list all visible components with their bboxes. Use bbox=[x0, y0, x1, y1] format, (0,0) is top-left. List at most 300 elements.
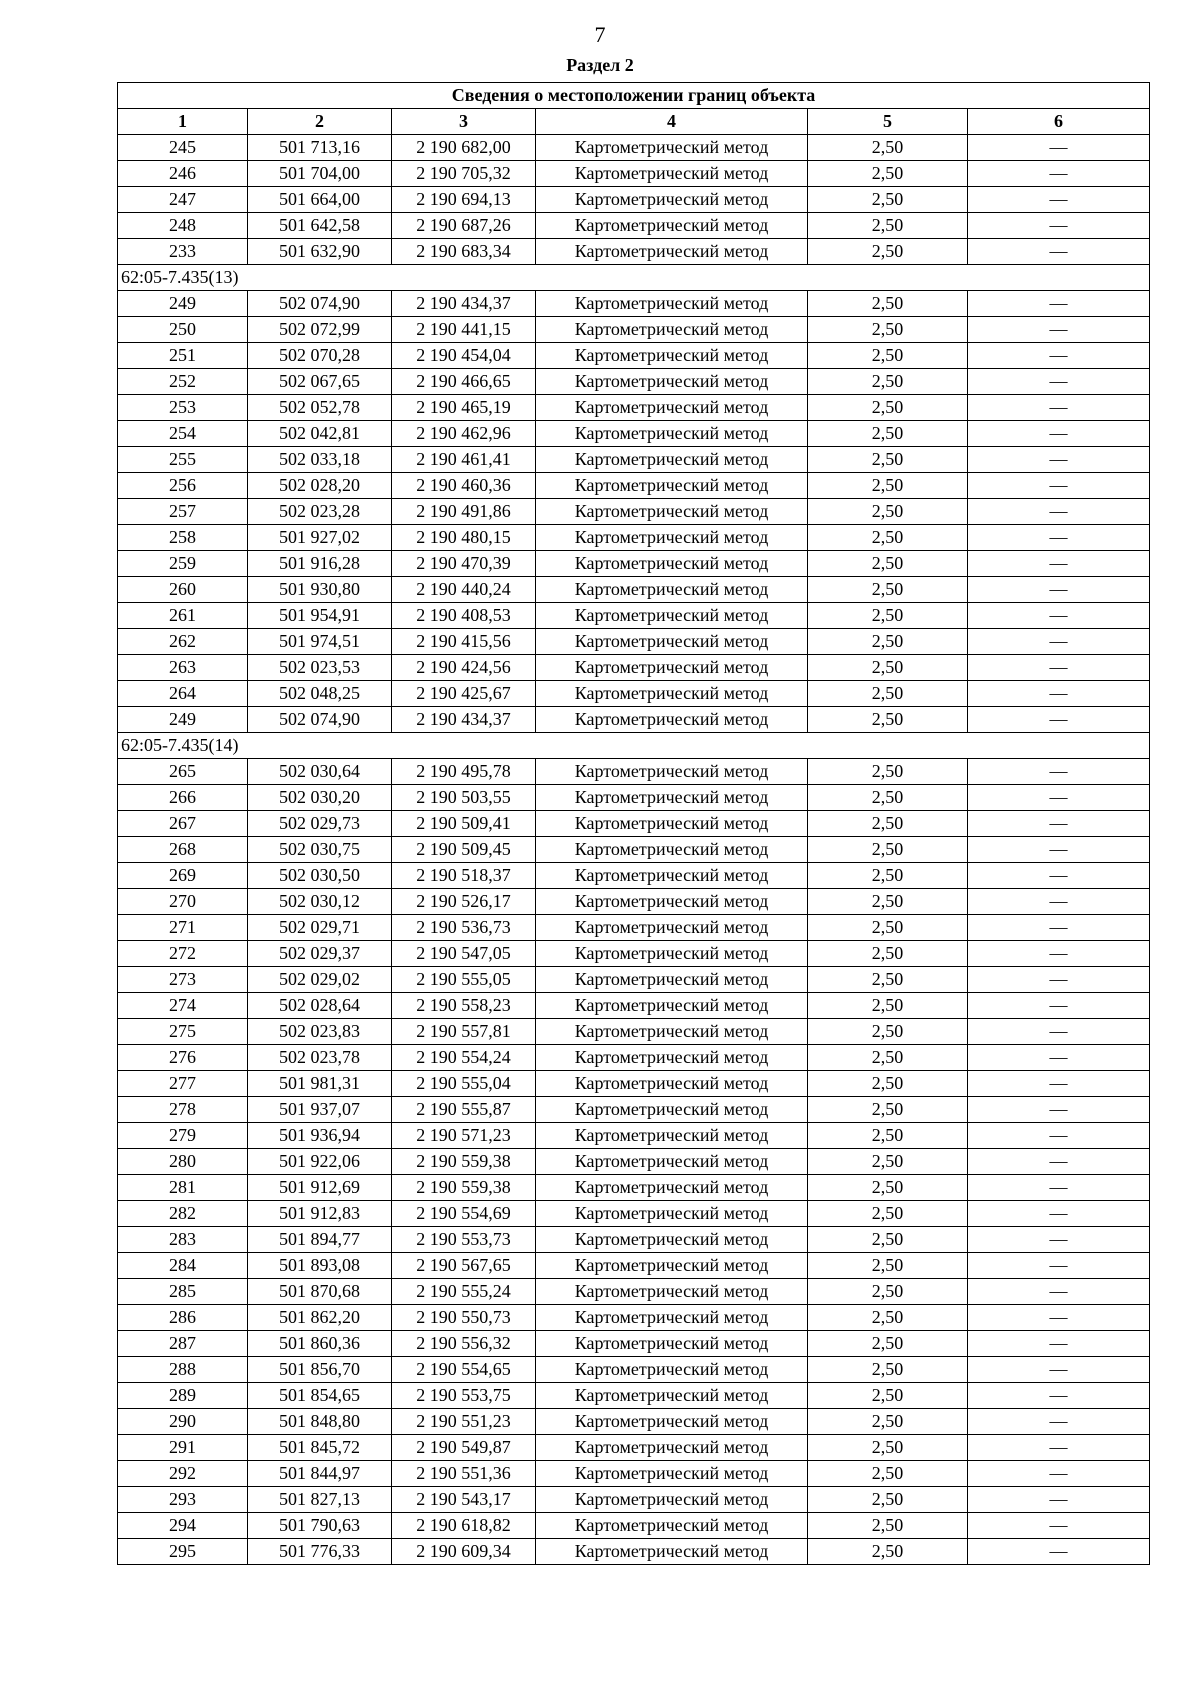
accuracy-cell: 2,50 bbox=[808, 967, 968, 993]
accuracy-cell: 2,50 bbox=[808, 1279, 968, 1305]
description-cell: — bbox=[968, 187, 1150, 213]
point-number-cell: 266 bbox=[118, 785, 248, 811]
point-number-cell: 259 bbox=[118, 551, 248, 577]
x-coordinate-cell: 502 023,83 bbox=[248, 1019, 392, 1045]
table-row bbox=[118, 1019, 1150, 1045]
method-cell: Картометрический метод bbox=[536, 1071, 808, 1097]
accuracy-cell: 2,50 bbox=[808, 863, 968, 889]
table-row bbox=[118, 889, 1150, 915]
method-cell: Картометрический метод bbox=[536, 473, 808, 499]
method-cell: Картометрический метод bbox=[536, 447, 808, 473]
description-cell: — bbox=[968, 1487, 1150, 1513]
x-coordinate-cell: 501 916,28 bbox=[248, 551, 392, 577]
y-coordinate-cell: 2 190 559,38 bbox=[392, 1175, 536, 1201]
method-cell: Картометрический метод bbox=[536, 239, 808, 265]
description-cell: — bbox=[968, 1253, 1150, 1279]
x-coordinate-cell: 502 028,64 bbox=[248, 993, 392, 1019]
point-number-cell: 274 bbox=[118, 993, 248, 1019]
description-cell: — bbox=[968, 291, 1150, 317]
table-row bbox=[118, 577, 1150, 603]
x-coordinate-cell: 502 042,81 bbox=[248, 421, 392, 447]
method-cell: Картометрический метод bbox=[536, 1045, 808, 1071]
description-cell: — bbox=[968, 551, 1150, 577]
x-coordinate-cell: 502 070,28 bbox=[248, 343, 392, 369]
accuracy-cell: 2,50 bbox=[808, 135, 968, 161]
table-row bbox=[118, 213, 1150, 239]
method-cell: Картометрический метод bbox=[536, 1409, 808, 1435]
table-row bbox=[118, 395, 1150, 421]
y-coordinate-cell: 2 190 549,87 bbox=[392, 1435, 536, 1461]
table-row bbox=[118, 1539, 1150, 1565]
y-coordinate-cell: 2 190 509,41 bbox=[392, 811, 536, 837]
accuracy-cell: 2,50 bbox=[808, 395, 968, 421]
accuracy-cell: 2,50 bbox=[808, 707, 968, 733]
description-cell: — bbox=[968, 1461, 1150, 1487]
point-number-cell: 253 bbox=[118, 395, 248, 421]
point-number-cell: 292 bbox=[118, 1461, 248, 1487]
accuracy-cell: 2,50 bbox=[808, 837, 968, 863]
accuracy-cell: 2,50 bbox=[808, 1409, 968, 1435]
method-cell: Картометрический метод bbox=[536, 317, 808, 343]
y-coordinate-cell: 2 190 555,87 bbox=[392, 1097, 536, 1123]
x-coordinate-cell: 501 936,94 bbox=[248, 1123, 392, 1149]
table-row bbox=[118, 1045, 1150, 1071]
method-cell: Картометрический метод bbox=[536, 1331, 808, 1357]
x-coordinate-cell: 501 632,90 bbox=[248, 239, 392, 265]
description-cell: — bbox=[968, 889, 1150, 915]
point-number-cell: 245 bbox=[118, 135, 248, 161]
y-coordinate-cell: 2 190 503,55 bbox=[392, 785, 536, 811]
table-row bbox=[118, 837, 1150, 863]
y-coordinate-cell: 2 190 434,37 bbox=[392, 707, 536, 733]
table-row bbox=[118, 421, 1150, 447]
table-row bbox=[118, 473, 1150, 499]
table-row bbox=[118, 1253, 1150, 1279]
description-cell: — bbox=[968, 681, 1150, 707]
table-row bbox=[118, 1305, 1150, 1331]
x-coordinate-cell: 501 845,72 bbox=[248, 1435, 392, 1461]
description-cell: — bbox=[968, 1149, 1150, 1175]
column-number: 6 bbox=[968, 109, 1150, 135]
y-coordinate-cell: 2 190 705,32 bbox=[392, 161, 536, 187]
method-cell: Картометрический метод bbox=[536, 1435, 808, 1461]
method-cell: Картометрический метод bbox=[536, 369, 808, 395]
table-row bbox=[118, 967, 1150, 993]
point-number-cell: 257 bbox=[118, 499, 248, 525]
description-cell: — bbox=[968, 629, 1150, 655]
table-row bbox=[118, 1175, 1150, 1201]
y-coordinate-cell: 2 190 609,34 bbox=[392, 1539, 536, 1565]
point-number-cell: 246 bbox=[118, 161, 248, 187]
point-number-cell: 270 bbox=[118, 889, 248, 915]
y-coordinate-cell: 2 190 425,67 bbox=[392, 681, 536, 707]
accuracy-cell: 2,50 bbox=[808, 811, 968, 837]
x-coordinate-cell: 501 854,65 bbox=[248, 1383, 392, 1409]
y-coordinate-cell: 2 190 441,15 bbox=[392, 317, 536, 343]
method-cell: Картометрический метод bbox=[536, 499, 808, 525]
accuracy-cell: 2,50 bbox=[808, 1513, 968, 1539]
column-number: 2 bbox=[248, 109, 392, 135]
x-coordinate-cell: 502 072,99 bbox=[248, 317, 392, 343]
y-coordinate-cell: 2 190 554,69 bbox=[392, 1201, 536, 1227]
method-cell: Картометрический метод bbox=[536, 707, 808, 733]
point-number-cell: 280 bbox=[118, 1149, 248, 1175]
description-cell: — bbox=[968, 421, 1150, 447]
x-coordinate-cell: 501 981,31 bbox=[248, 1071, 392, 1097]
y-coordinate-cell: 2 190 682,00 bbox=[392, 135, 536, 161]
point-number-cell: 268 bbox=[118, 837, 248, 863]
point-number-cell: 256 bbox=[118, 473, 248, 499]
description-cell: — bbox=[968, 837, 1150, 863]
y-coordinate-cell: 2 190 551,36 bbox=[392, 1461, 536, 1487]
description-cell: — bbox=[968, 1045, 1150, 1071]
table-row bbox=[118, 863, 1150, 889]
method-cell: Картометрический метод bbox=[536, 1539, 808, 1565]
y-coordinate-cell: 2 190 465,19 bbox=[392, 395, 536, 421]
method-cell: Картометрический метод bbox=[536, 161, 808, 187]
accuracy-cell: 2,50 bbox=[808, 1461, 968, 1487]
x-coordinate-cell: 501 848,80 bbox=[248, 1409, 392, 1435]
point-number-cell: 261 bbox=[118, 603, 248, 629]
accuracy-cell: 2,50 bbox=[808, 1175, 968, 1201]
accuracy-cell: 2,50 bbox=[808, 655, 968, 681]
point-number-cell: 249 bbox=[118, 291, 248, 317]
method-cell: Картометрический метод bbox=[536, 577, 808, 603]
table-row bbox=[118, 1149, 1150, 1175]
table-row bbox=[118, 1357, 1150, 1383]
description-cell: — bbox=[968, 1409, 1150, 1435]
description-cell: — bbox=[968, 967, 1150, 993]
method-cell: Картометрический метод bbox=[536, 1383, 808, 1409]
description-cell: — bbox=[968, 759, 1150, 785]
point-number-cell: 251 bbox=[118, 343, 248, 369]
point-number-cell: 267 bbox=[118, 811, 248, 837]
x-coordinate-cell: 502 023,28 bbox=[248, 499, 392, 525]
column-number: 4 bbox=[536, 109, 808, 135]
description-cell: — bbox=[968, 161, 1150, 187]
method-cell: Картометрический метод bbox=[536, 889, 808, 915]
point-number-cell: 293 bbox=[118, 1487, 248, 1513]
group-label: 62:05-7.435(13) bbox=[118, 265, 1150, 291]
y-coordinate-cell: 2 190 424,56 bbox=[392, 655, 536, 681]
point-number-cell: 258 bbox=[118, 525, 248, 551]
column-number: 3 bbox=[392, 109, 536, 135]
description-cell: — bbox=[968, 811, 1150, 837]
page-number: 7 bbox=[594, 22, 606, 47]
x-coordinate-cell: 501 790,63 bbox=[248, 1513, 392, 1539]
description-cell: — bbox=[968, 655, 1150, 681]
y-coordinate-cell: 2 190 408,53 bbox=[392, 603, 536, 629]
description-cell: — bbox=[968, 135, 1150, 161]
description-cell: — bbox=[968, 213, 1150, 239]
table-row bbox=[118, 239, 1150, 265]
point-number-cell: 272 bbox=[118, 941, 248, 967]
accuracy-cell: 2,50 bbox=[808, 1071, 968, 1097]
x-coordinate-cell: 501 894,77 bbox=[248, 1227, 392, 1253]
x-coordinate-cell: 501 713,16 bbox=[248, 135, 392, 161]
y-coordinate-cell: 2 190 553,73 bbox=[392, 1227, 536, 1253]
method-cell: Картометрический метод bbox=[536, 1123, 808, 1149]
accuracy-cell: 2,50 bbox=[808, 1539, 968, 1565]
point-number-cell: 281 bbox=[118, 1175, 248, 1201]
method-cell: Картометрический метод bbox=[536, 837, 808, 863]
table-row bbox=[118, 707, 1150, 733]
description-cell: — bbox=[968, 1513, 1150, 1539]
method-cell: Картометрический метод bbox=[536, 811, 808, 837]
point-number-cell: 279 bbox=[118, 1123, 248, 1149]
accuracy-cell: 2,50 bbox=[808, 577, 968, 603]
x-coordinate-cell: 502 030,75 bbox=[248, 837, 392, 863]
description-cell: — bbox=[968, 1071, 1150, 1097]
accuracy-cell: 2,50 bbox=[808, 1045, 968, 1071]
x-coordinate-cell: 501 856,70 bbox=[248, 1357, 392, 1383]
table-caption: Сведения о местоположении границ объекта bbox=[118, 83, 1150, 109]
table-row bbox=[118, 1487, 1150, 1513]
table-row bbox=[118, 1383, 1150, 1409]
table-body bbox=[118, 83, 1150, 1565]
method-cell: Картометрический метод bbox=[536, 629, 808, 655]
description-cell: — bbox=[968, 577, 1150, 603]
point-number-cell: 264 bbox=[118, 681, 248, 707]
description-cell: — bbox=[968, 369, 1150, 395]
y-coordinate-cell: 2 190 551,23 bbox=[392, 1409, 536, 1435]
x-coordinate-cell: 502 074,90 bbox=[248, 291, 392, 317]
table-row bbox=[118, 1071, 1150, 1097]
y-coordinate-cell: 2 190 555,04 bbox=[392, 1071, 536, 1097]
accuracy-cell: 2,50 bbox=[808, 1149, 968, 1175]
accuracy-cell: 2,50 bbox=[808, 1435, 968, 1461]
x-coordinate-cell: 502 029,73 bbox=[248, 811, 392, 837]
description-cell: — bbox=[968, 915, 1150, 941]
y-coordinate-cell: 2 190 460,36 bbox=[392, 473, 536, 499]
y-coordinate-cell: 2 190 683,34 bbox=[392, 239, 536, 265]
method-cell: Картометрический метод bbox=[536, 213, 808, 239]
description-cell: — bbox=[968, 1383, 1150, 1409]
accuracy-cell: 2,50 bbox=[808, 317, 968, 343]
point-number-cell: 250 bbox=[118, 317, 248, 343]
description-cell: — bbox=[968, 1201, 1150, 1227]
accuracy-cell: 2,50 bbox=[808, 629, 968, 655]
table-row bbox=[118, 1227, 1150, 1253]
description-cell: — bbox=[968, 525, 1150, 551]
accuracy-cell: 2,50 bbox=[808, 551, 968, 577]
description-cell: — bbox=[968, 1539, 1150, 1565]
accuracy-cell: 2,50 bbox=[808, 1019, 968, 1045]
description-cell: — bbox=[968, 1175, 1150, 1201]
accuracy-cell: 2,50 bbox=[808, 915, 968, 941]
y-coordinate-cell: 2 190 543,17 bbox=[392, 1487, 536, 1513]
table-row bbox=[118, 499, 1150, 525]
description-cell: — bbox=[968, 317, 1150, 343]
method-cell: Картометрический метод bbox=[536, 967, 808, 993]
x-coordinate-cell: 502 052,78 bbox=[248, 395, 392, 421]
description-cell: — bbox=[968, 1019, 1150, 1045]
y-coordinate-cell: 2 190 470,39 bbox=[392, 551, 536, 577]
method-cell: Картометрический метод bbox=[536, 1357, 808, 1383]
method-cell: Картометрический метод bbox=[536, 395, 808, 421]
point-number-cell: 275 bbox=[118, 1019, 248, 1045]
point-number-cell: 287 bbox=[118, 1331, 248, 1357]
point-number-cell: 285 bbox=[118, 1279, 248, 1305]
table-row bbox=[118, 551, 1150, 577]
x-coordinate-cell: 501 893,08 bbox=[248, 1253, 392, 1279]
method-cell: Картометрический метод bbox=[536, 915, 808, 941]
table-row bbox=[118, 1513, 1150, 1539]
accuracy-cell: 2,50 bbox=[808, 447, 968, 473]
x-coordinate-cell: 502 028,20 bbox=[248, 473, 392, 499]
x-coordinate-cell: 502 030,12 bbox=[248, 889, 392, 915]
accuracy-cell: 2,50 bbox=[808, 1123, 968, 1149]
description-cell: — bbox=[968, 239, 1150, 265]
column-number: 5 bbox=[808, 109, 968, 135]
accuracy-cell: 2,50 bbox=[808, 421, 968, 447]
accuracy-cell: 2,50 bbox=[808, 187, 968, 213]
accuracy-cell: 2,50 bbox=[808, 759, 968, 785]
table-row bbox=[118, 915, 1150, 941]
accuracy-cell: 2,50 bbox=[808, 239, 968, 265]
table-row bbox=[118, 941, 1150, 967]
point-number-cell: 295 bbox=[118, 1539, 248, 1565]
y-coordinate-cell: 2 190 495,78 bbox=[392, 759, 536, 785]
x-coordinate-cell: 501 870,68 bbox=[248, 1279, 392, 1305]
accuracy-cell: 2,50 bbox=[808, 603, 968, 629]
description-cell: — bbox=[968, 1435, 1150, 1461]
point-number-cell: 288 bbox=[118, 1357, 248, 1383]
point-number-cell: 282 bbox=[118, 1201, 248, 1227]
y-coordinate-cell: 2 190 554,65 bbox=[392, 1357, 536, 1383]
accuracy-cell: 2,50 bbox=[808, 499, 968, 525]
x-coordinate-cell: 502 029,02 bbox=[248, 967, 392, 993]
x-coordinate-cell: 502 030,50 bbox=[248, 863, 392, 889]
description-cell: — bbox=[968, 1097, 1150, 1123]
column-number: 1 bbox=[118, 109, 248, 135]
accuracy-cell: 2,50 bbox=[808, 993, 968, 1019]
y-coordinate-cell: 2 190 454,04 bbox=[392, 343, 536, 369]
table-row bbox=[118, 1123, 1150, 1149]
y-coordinate-cell: 2 190 559,38 bbox=[392, 1149, 536, 1175]
y-coordinate-cell: 2 190 555,24 bbox=[392, 1279, 536, 1305]
method-cell: Картометрический метод bbox=[536, 1149, 808, 1175]
table-row bbox=[118, 525, 1150, 551]
method-cell: Картометрический метод bbox=[536, 525, 808, 551]
x-coordinate-cell: 501 664,00 bbox=[248, 187, 392, 213]
point-number-cell: 294 bbox=[118, 1513, 248, 1539]
table-row bbox=[118, 317, 1150, 343]
x-coordinate-cell: 502 029,37 bbox=[248, 941, 392, 967]
x-coordinate-cell: 501 937,07 bbox=[248, 1097, 392, 1123]
table-row bbox=[118, 1461, 1150, 1487]
method-cell: Картометрический метод bbox=[536, 863, 808, 889]
table-row bbox=[118, 603, 1150, 629]
table-row bbox=[118, 135, 1150, 161]
point-number-cell: 233 bbox=[118, 239, 248, 265]
description-cell: — bbox=[968, 707, 1150, 733]
description-cell: — bbox=[968, 863, 1150, 889]
y-coordinate-cell: 2 190 518,37 bbox=[392, 863, 536, 889]
description-cell: — bbox=[968, 447, 1150, 473]
method-cell: Картометрический метод bbox=[536, 135, 808, 161]
x-coordinate-cell: 501 927,02 bbox=[248, 525, 392, 551]
method-cell: Картометрический метод bbox=[536, 343, 808, 369]
method-cell: Картометрический метод bbox=[536, 421, 808, 447]
x-coordinate-cell: 501 974,51 bbox=[248, 629, 392, 655]
y-coordinate-cell: 2 190 462,96 bbox=[392, 421, 536, 447]
accuracy-cell: 2,50 bbox=[808, 889, 968, 915]
x-coordinate-cell: 502 023,78 bbox=[248, 1045, 392, 1071]
table-row bbox=[118, 1201, 1150, 1227]
x-coordinate-cell: 502 023,53 bbox=[248, 655, 392, 681]
method-cell: Картометрический метод bbox=[536, 1097, 808, 1123]
table-row bbox=[118, 369, 1150, 395]
group-header-row bbox=[118, 265, 1150, 291]
method-cell: Картометрический метод bbox=[536, 291, 808, 317]
table-row bbox=[118, 1435, 1150, 1461]
x-coordinate-cell: 502 067,65 bbox=[248, 369, 392, 395]
description-cell: — bbox=[968, 1279, 1150, 1305]
description-cell: — bbox=[968, 1357, 1150, 1383]
x-coordinate-cell: 502 030,20 bbox=[248, 785, 392, 811]
y-coordinate-cell: 2 190 440,24 bbox=[392, 577, 536, 603]
accuracy-cell: 2,50 bbox=[808, 1227, 968, 1253]
x-coordinate-cell: 501 862,20 bbox=[248, 1305, 392, 1331]
method-cell: Картометрический метод bbox=[536, 1227, 808, 1253]
x-coordinate-cell: 501 776,33 bbox=[248, 1539, 392, 1565]
method-cell: Картометрический метод bbox=[536, 1461, 808, 1487]
point-number-cell: 283 bbox=[118, 1227, 248, 1253]
x-coordinate-cell: 502 029,71 bbox=[248, 915, 392, 941]
method-cell: Картометрический метод bbox=[536, 941, 808, 967]
description-cell: — bbox=[968, 603, 1150, 629]
x-coordinate-cell: 501 922,06 bbox=[248, 1149, 392, 1175]
y-coordinate-cell: 2 190 547,05 bbox=[392, 941, 536, 967]
y-coordinate-cell: 2 190 553,75 bbox=[392, 1383, 536, 1409]
y-coordinate-cell: 2 190 557,81 bbox=[392, 1019, 536, 1045]
point-number-cell: 247 bbox=[118, 187, 248, 213]
accuracy-cell: 2,50 bbox=[808, 1331, 968, 1357]
accuracy-cell: 2,50 bbox=[808, 1487, 968, 1513]
point-number-cell: 277 bbox=[118, 1071, 248, 1097]
y-coordinate-cell: 2 190 555,05 bbox=[392, 967, 536, 993]
accuracy-cell: 2,50 bbox=[808, 785, 968, 811]
table-caption-row bbox=[118, 83, 1150, 109]
column-number-row bbox=[118, 109, 1150, 135]
description-cell: — bbox=[968, 499, 1150, 525]
accuracy-cell: 2,50 bbox=[808, 369, 968, 395]
point-number-cell: 284 bbox=[118, 1253, 248, 1279]
y-coordinate-cell: 2 190 415,56 bbox=[392, 629, 536, 655]
x-coordinate-cell: 501 827,13 bbox=[248, 1487, 392, 1513]
point-number-cell: 260 bbox=[118, 577, 248, 603]
description-cell: — bbox=[968, 395, 1150, 421]
method-cell: Картометрический метод bbox=[536, 603, 808, 629]
table-row bbox=[118, 447, 1150, 473]
point-number-cell: 252 bbox=[118, 369, 248, 395]
y-coordinate-cell: 2 190 694,13 bbox=[392, 187, 536, 213]
method-cell: Картометрический метод bbox=[536, 1253, 808, 1279]
point-number-cell: 254 bbox=[118, 421, 248, 447]
table-row bbox=[118, 655, 1150, 681]
method-cell: Картометрический метод bbox=[536, 1513, 808, 1539]
description-cell: — bbox=[968, 1227, 1150, 1253]
y-coordinate-cell: 2 190 554,24 bbox=[392, 1045, 536, 1071]
point-number-cell: 278 bbox=[118, 1097, 248, 1123]
point-number-cell: 263 bbox=[118, 655, 248, 681]
boundary-table bbox=[117, 82, 1150, 1565]
table-row bbox=[118, 811, 1150, 837]
method-cell: Картометрический метод bbox=[536, 1201, 808, 1227]
x-coordinate-cell: 501 844,97 bbox=[248, 1461, 392, 1487]
y-coordinate-cell: 2 190 461,41 bbox=[392, 447, 536, 473]
